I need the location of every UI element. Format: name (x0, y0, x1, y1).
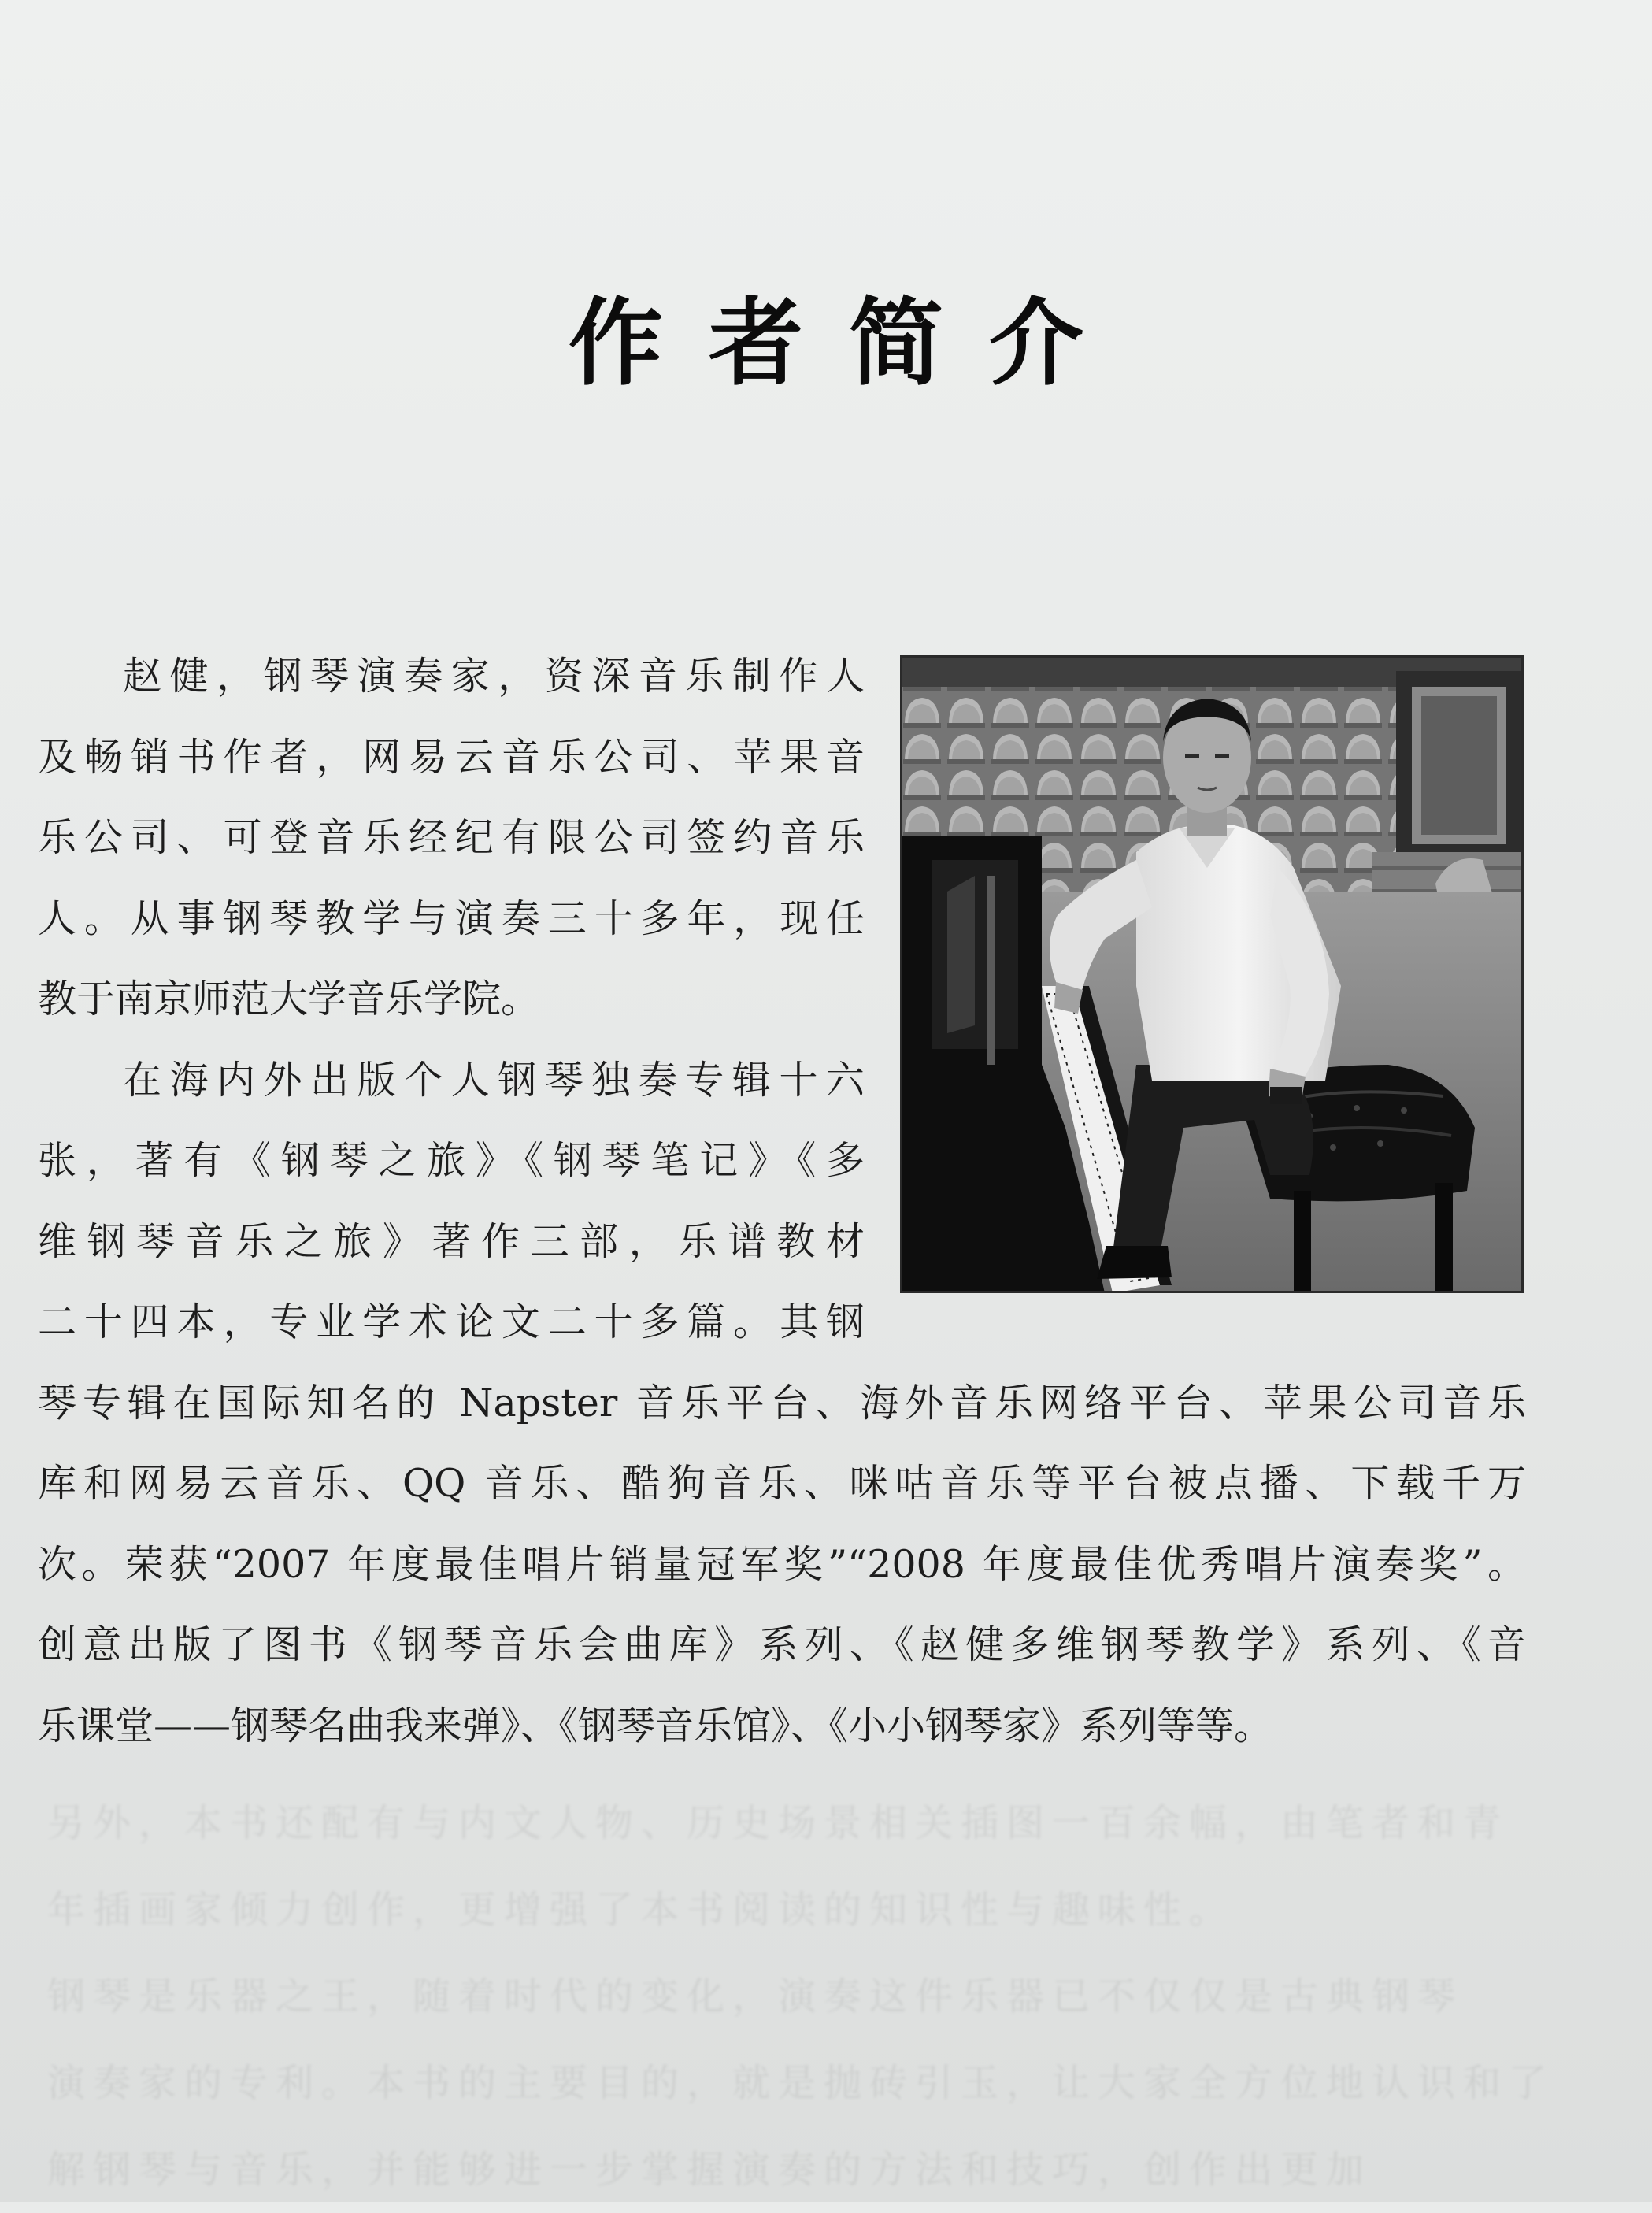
biography-paragraph-2 (38, 1040, 1526, 1767)
biography-paragraph-1 (38, 636, 1526, 1040)
text-line: 库和网易云音乐、QQ 音乐、酷狗音乐、咪咕音乐等平台被点播、下载千万 (38, 1461, 1526, 1506)
text-line: 在海内外出版个人钢琴独奏专辑十六 (123, 1057, 865, 1103)
text-line: 教于南京师范大学音乐学院。 (38, 977, 540, 1021)
text-line: 维钢琴音乐之旅》著作三部，乐谱教材 (38, 1218, 865, 1264)
text-line: 乐课堂——钢琴名曲我来弹》、《钢琴音乐馆》、《小小钢琴家》系列等等。 (38, 1703, 1273, 1748)
text-line: 赵健，钢琴演奏家，资深音乐制作人 (123, 654, 865, 699)
author-biography (38, 636, 1526, 1766)
text-line: 及畅销书作者，网易云音乐公司、苹果音 (38, 734, 865, 780)
text-line: 乐公司、可登音乐经纪有限公司签约音乐 (38, 815, 865, 860)
text-line: 张，著有《钢琴之旅》《钢琴笔记》《多 (38, 1138, 865, 1183)
show-through-text: 另外，本书还配有与内文人物、历史场景相关插图一百余幅，由笔者和青 年插画家倾力创作，更增强了本书阅读的知识性与趣味性。 钢琴是乐器之王，随着时代的变化，演奏这件乐器已不仅仅是古典钢琴 演奏家的专利。本书的主要目的，就是抛砖引玉，让大家全方位地认识和了 解钢琴与音乐，并能够进一步掌握演奏的方法和技巧，创作出更加 (47, 1801, 1555, 2192)
text-line: 次。荣获“2007 年度最佳唱片销量冠军奖”“2008 年度最佳优秀唱片演奏奖”。 (38, 1541, 1526, 1587)
text-line: 创意出版了图书《钢琴音乐会曲库》系列、《赵健多维钢琴教学》系列、《音 (38, 1622, 1526, 1667)
page-title: 作者简介 (569, 289, 1129, 398)
text-line: 二十四本，专业学术论文二十多篇。其钢 (38, 1299, 865, 1344)
text-line: 人。从事钢琴教学与演奏三十多年，现任 (38, 895, 865, 941)
text-line: 琴专辑在国际知名的 Napster 音乐平台、海外音乐网络平台、苹果公司音乐 (38, 1380, 1526, 1425)
